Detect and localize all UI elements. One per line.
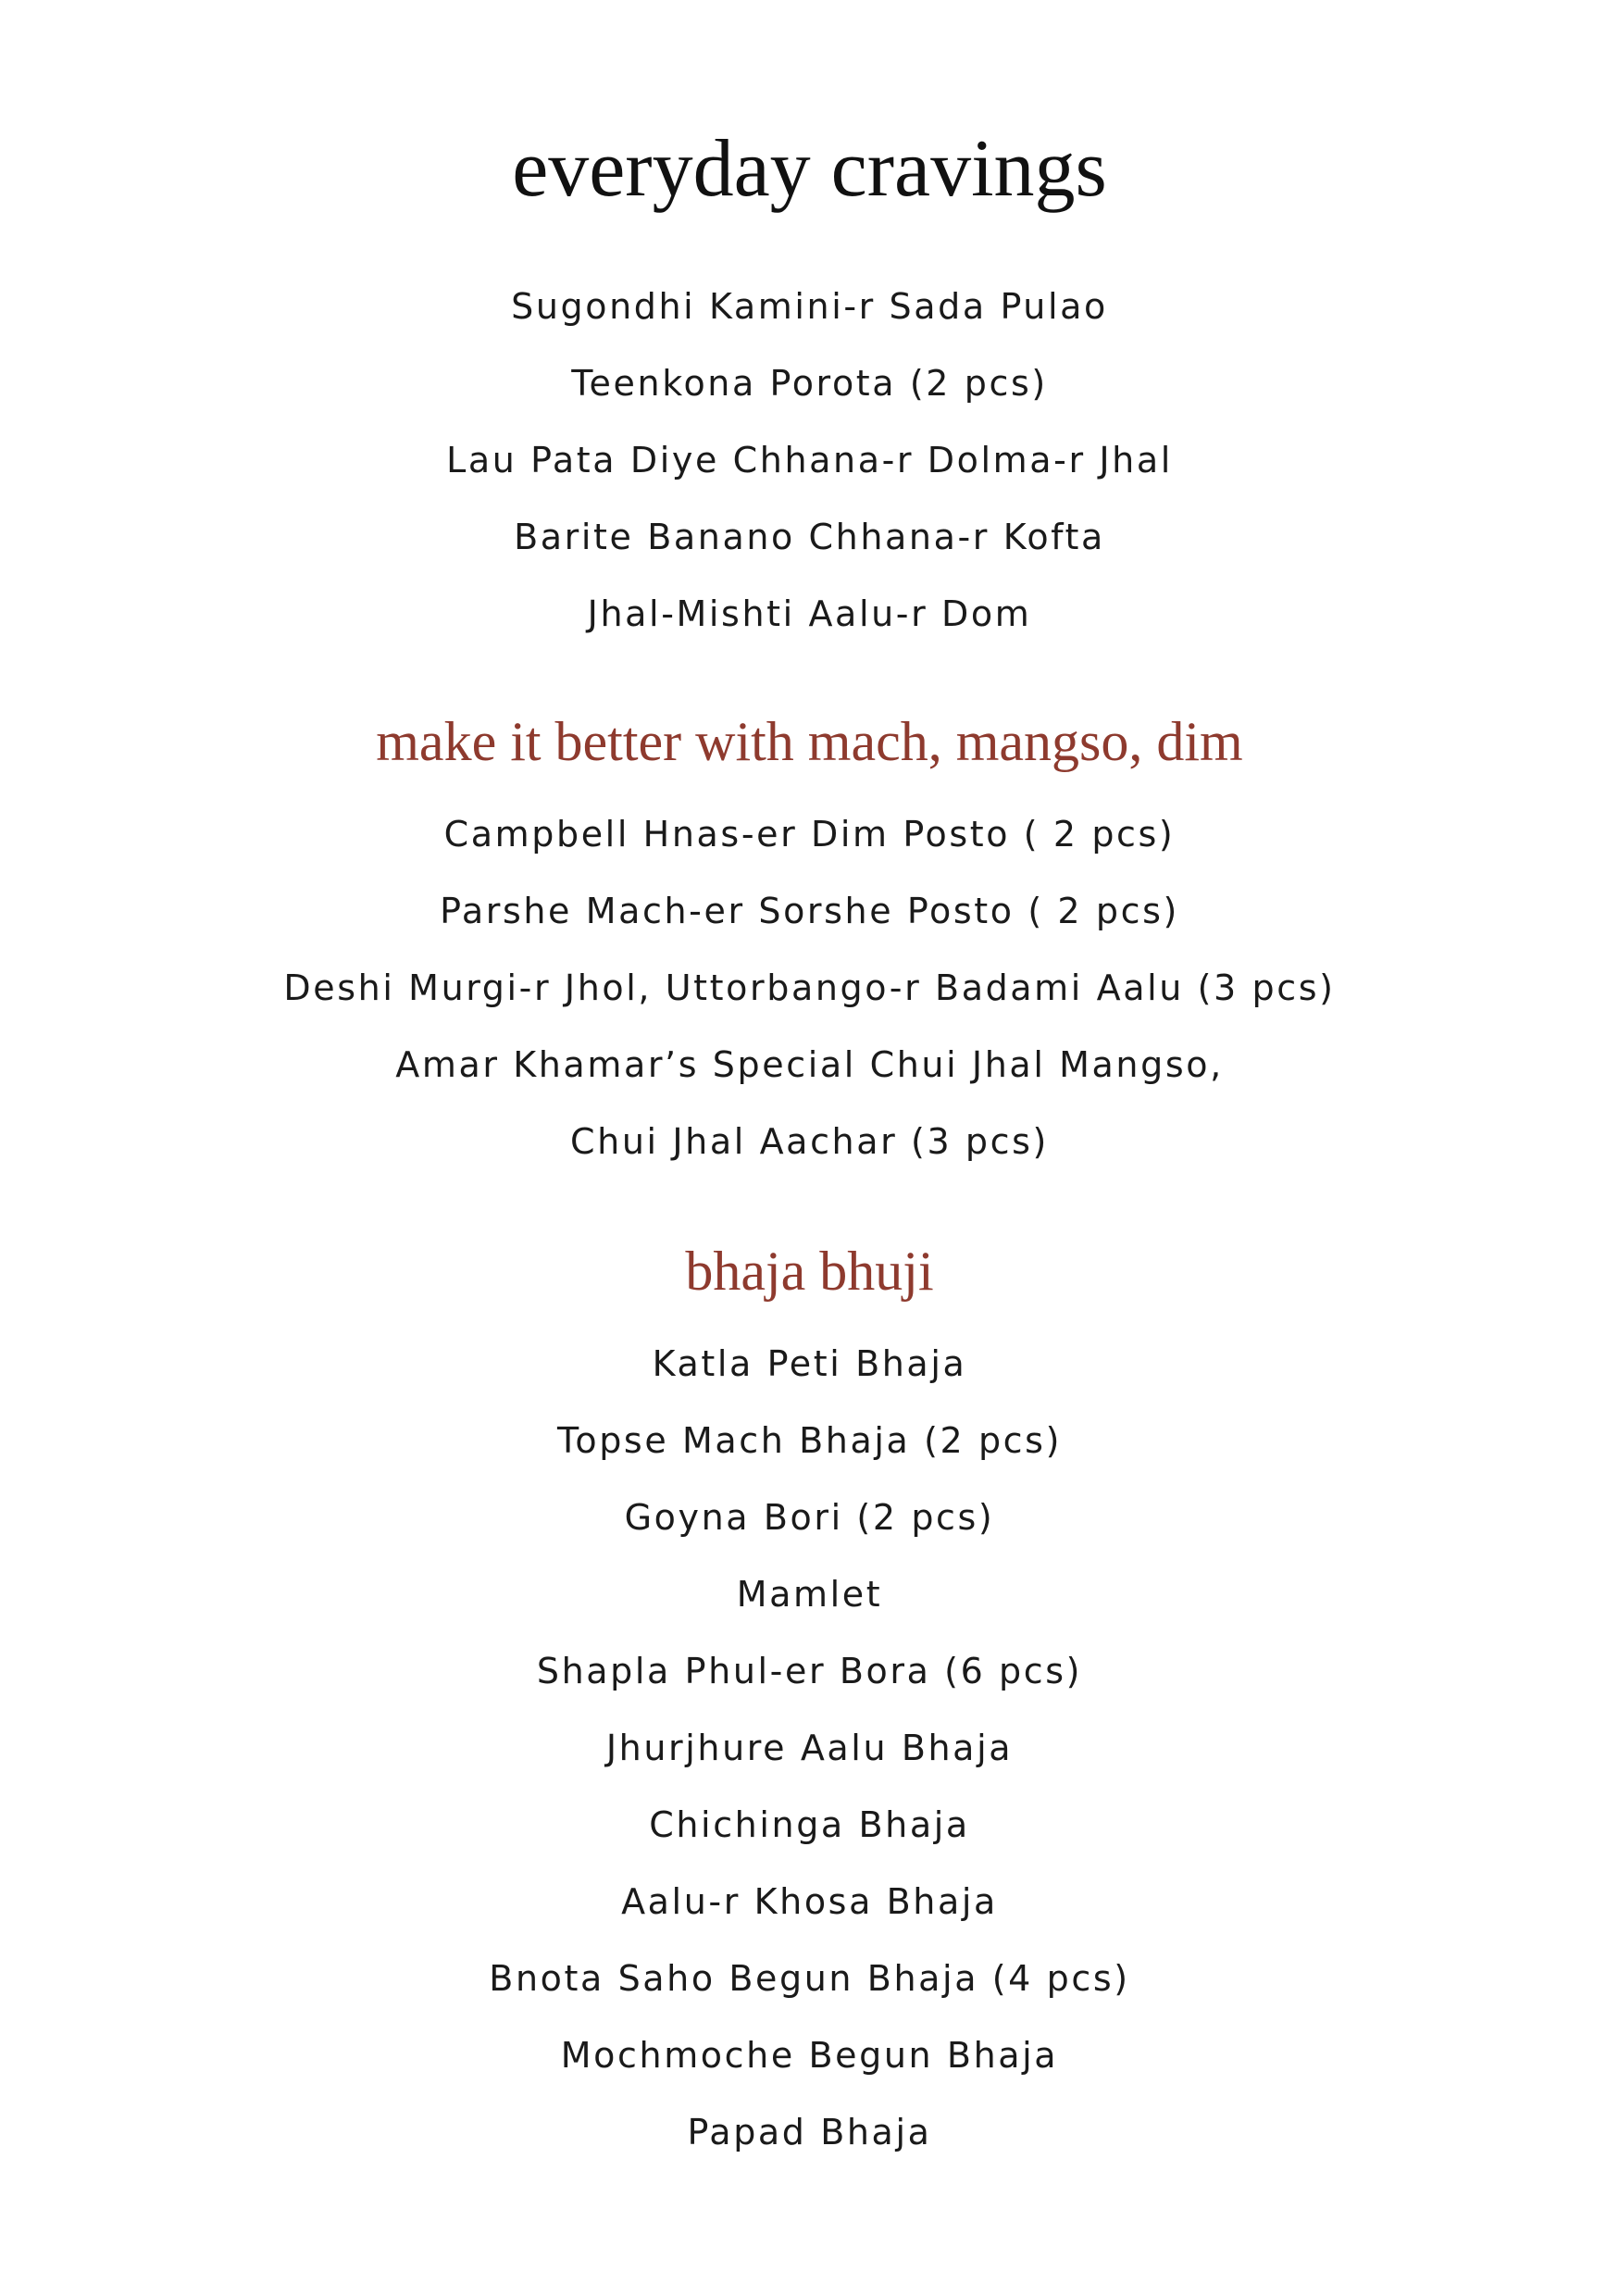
menu-item: Barite Banano Chhana-r Kofta [514, 517, 1105, 557]
menu-item: Chichinga Bhaja [649, 1804, 970, 1845]
menu-item: Jhurjhure Aalu Bhaja [605, 1728, 1014, 1768]
menu-item: Aalu-r Khosa Bhaja [621, 1881, 998, 1922]
menu-item: Amar Khamar’s Special Chui Jhal Mangso, [395, 1044, 1224, 1085]
menu-item: Sugondhi Kamini-r Sada Pulao [511, 286, 1108, 327]
menu-item: Bnota Saho Begun Bhaja (4 pcs) [489, 1958, 1130, 1999]
menu-item: Lau Pata Diye Chhana-r Dolma-r Jhal [446, 440, 1173, 480]
menu-item: Parshe Mach-er Sorshe Posto ( 2 pcs) [440, 891, 1179, 931]
menu-item: Mamlet [736, 1574, 883, 1615]
menu-item: Campbell Hnas-er Dim Posto ( 2 pcs) [443, 814, 1176, 855]
menu-item: Jhal-Mishti Aalu-r Dom [587, 593, 1032, 634]
menu-item: Teenkona Porota (2 pcs) [571, 363, 1048, 404]
menu-item: Deshi Murgi-r Jhol, Uttorbango-r Badami Aalu (3 pcs) [283, 967, 1336, 1008]
menu-item: Goyna Bori (2 pcs) [624, 1497, 995, 1538]
menu-item: Topse Mach Bhaja (2 pcs) [557, 1420, 1062, 1461]
page-title: everyday cravings [512, 124, 1107, 214]
section-title-bhaja-bhuji: bhaja bhuji [685, 1241, 934, 1302]
section-title-mach-mangso-dim: make it better with mach, mangso, dim [376, 711, 1243, 772]
menu-item: Chui Jhal Aachar (3 pcs) [570, 1121, 1049, 1162]
menu-item: Mochmoche Begun Bhaja [560, 2035, 1059, 2076]
menu-item: Katla Peti Bhaja [652, 1343, 967, 1384]
menu-item: Shapla Phul-er Bora (6 pcs) [536, 1651, 1083, 1691]
menu-item: Papad Bhaja [687, 2112, 932, 2152]
